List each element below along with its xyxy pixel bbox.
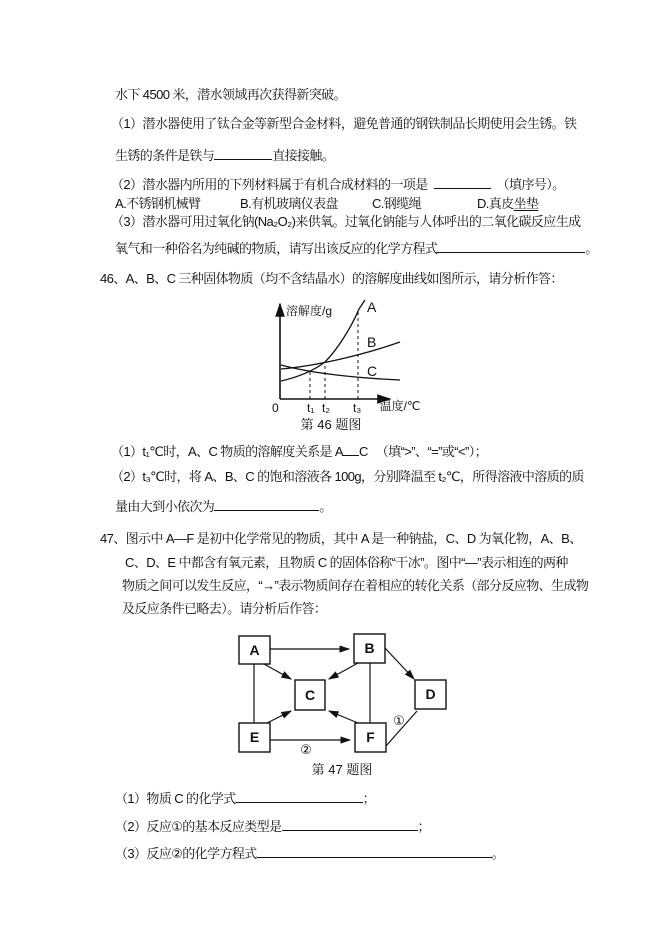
arrow-b-to-c (329, 663, 358, 679)
q47-part1-text: （1）物质 C 的化学式 (115, 791, 236, 806)
node-label-b: B (364, 640, 375, 656)
answer-blank (434, 175, 491, 189)
q46-part2-line2-tail: 。 (319, 499, 332, 514)
q47-intro-line1: 47、图示中 A—F 是初中化学常见的物质，其中 A 是一种钠盐，C、D 为氧化物，A、B、 (100, 531, 582, 546)
q47-part2-text: （2）反应①的基本反应类型是 (115, 819, 282, 834)
q47-part1-tail: ； (362, 791, 376, 806)
q47-part3-line (115, 844, 504, 862)
q47-part2-tail: ； (417, 819, 430, 834)
solubility-graph (255, 296, 460, 436)
q45-option-c: C.钢缆绳 (372, 196, 422, 211)
node-label-c: C (304, 687, 316, 703)
q45-part3-line2-text: 氧气和一种俗名为纯碱的物质，请写出该反应的化学方程式 (115, 241, 438, 256)
q47-part3-text: （3）反应②的化学方程式 (115, 846, 257, 861)
node-label-f: F (366, 729, 375, 745)
q45-part3-line2-tail: 。 (585, 241, 598, 256)
substance-diagram (225, 630, 460, 778)
q46-intro-line: 46、A、B、C 三种固体物质（均不含结晶水）的溶解度曲线如图所示，请分析作答： (100, 271, 563, 286)
node-label-e: E (249, 729, 260, 745)
q47-part2-line (115, 817, 430, 835)
y-axis-label: 溶解度/g (286, 304, 333, 318)
q45-part2-line (111, 175, 565, 193)
q46-part1-tail: （填“>”、“=”或“<”）； (375, 444, 488, 459)
answer-blank (214, 497, 319, 511)
q45-part3-line1: （3）潜水器可用过氧化钠(Na₂O₂)来供氧。过氧化钠能与人体呼出的二氧化碳反应生成 (111, 214, 581, 229)
q45-option-b: B.有机玻璃仪表盘 (240, 196, 338, 211)
x-axis-label: 温度/℃ (379, 399, 421, 413)
graph-caption: 第 46 题图 (300, 417, 362, 432)
q45-part1-line1: （1）潜水器使用了钛合金等新型合金材料，避免普通的钢铁制品长期使用会生锈。铁 (111, 116, 577, 131)
arrow-a-to-c (264, 664, 291, 679)
diagram-caption: 第 47 题图 (311, 762, 373, 777)
curve-b-label: B (367, 334, 377, 350)
q45-part2-tail: （填序号）。 (496, 177, 565, 192)
curve-a-label: A (367, 299, 377, 315)
tick-t2: t₂ (322, 401, 330, 415)
answer-blank (282, 817, 418, 831)
tick-t3: t₃ (353, 401, 362, 415)
q46-part1-text: （1）t₁℃时，A、C 物质的溶解度关系是 A (111, 444, 343, 459)
arrow-f-to-c (329, 711, 358, 723)
q45-option-d-underlined: 坐垫 (513, 196, 539, 211)
q47-part3-tail: 。 (491, 846, 505, 861)
origin-label: 0 (272, 401, 279, 415)
arrow-e-to-c (267, 711, 291, 723)
q46-part2-line2-text: 量由大到小依次为 (115, 499, 215, 514)
q45-option-a: A.不锈钢机械臂 (115, 196, 201, 211)
q45-intro-line: 水下 4500 米，潜水领域再次获得新突破。 (115, 87, 346, 102)
reaction-1-label: ① (393, 713, 405, 728)
q46-part1-mid: C (358, 444, 368, 459)
tick-t1: t₁ (307, 401, 315, 415)
q45-option-d (477, 196, 538, 212)
answer-blank (236, 789, 363, 803)
curve-b (281, 342, 400, 369)
node-label-a: A (249, 642, 260, 658)
q47-part1-line (115, 789, 375, 807)
q46-part2-line1: （2）t₃℃时，将 A、B、C 的饱和溶液各 100g，分别降温至 t₂℃，所得溶液中溶质的质 (111, 469, 584, 484)
node-label-d: D (425, 686, 436, 702)
q47-intro-line2: C、D、E 中都含有氧元素，且物质 C 的固体俗称“干冰”。图中“—”表示相连的两种 (125, 555, 568, 570)
reaction-2-label: ② (300, 742, 312, 757)
curve-c-label: C (367, 363, 378, 379)
q45-part3-line2 (115, 239, 598, 257)
q45-part2-text: （2）潜水器内所用的下列材料属于有机合成材料的一项是 (111, 177, 428, 192)
q45-part1-line2-text: 生锈的条件是铁与 (115, 148, 215, 163)
q47-intro-line4: 及反应条件已略去）。请分析后作答： (122, 601, 327, 616)
answer-blank (437, 239, 585, 253)
q45-part1-line2 (115, 146, 334, 164)
q45-part1-line2-tail: 直接接触。 (272, 148, 335, 163)
q46-part2-line2 (115, 497, 332, 515)
q45-option-d-text: D.真皮 (477, 196, 514, 211)
answer-blank (343, 442, 359, 456)
answer-blank (257, 844, 492, 858)
q46-part1-line (111, 442, 487, 460)
arrow-b-to-d (385, 648, 414, 679)
answer-blank (214, 146, 272, 160)
q47-intro-line3: 物质之间可以发生反应，“→”表示物质间存在着相应的转化关系（部分反应物、生成物 (122, 578, 589, 593)
